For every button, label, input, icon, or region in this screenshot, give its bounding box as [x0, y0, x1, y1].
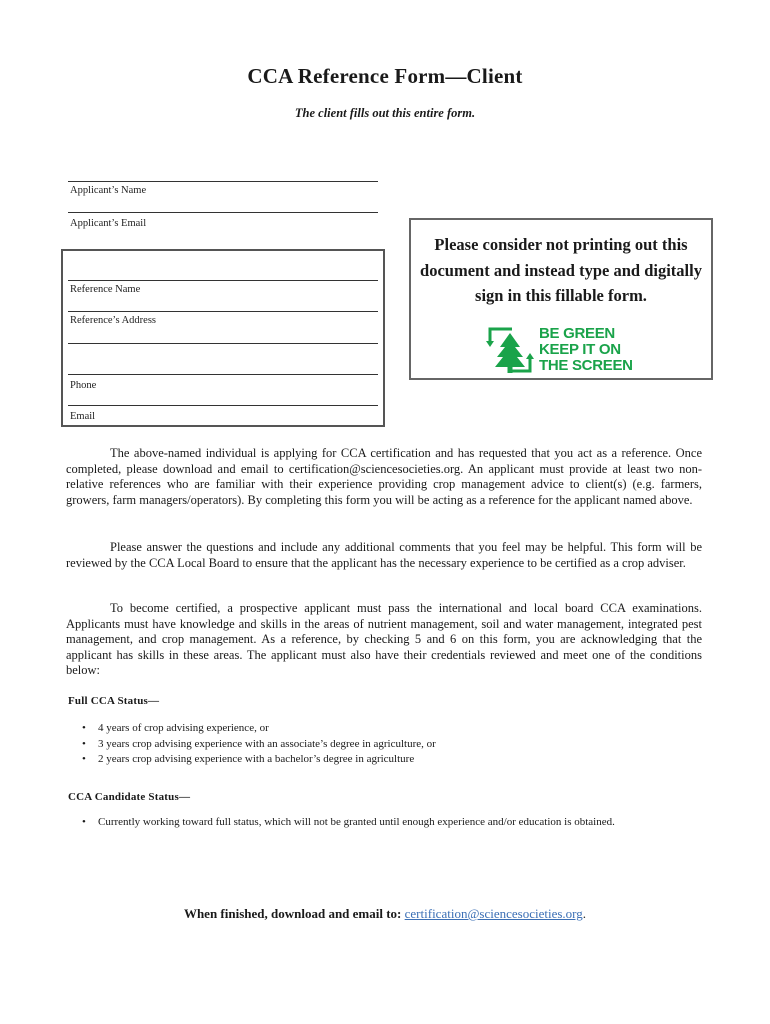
- list-item: • 2 years crop advising experience with a bachelor’s degree in agriculture: [82, 752, 436, 768]
- footer-period: .: [582, 906, 587, 921]
- page-title: CCA Reference Form—Client: [247, 64, 523, 88]
- reference-phone-field[interactable]: [68, 374, 378, 375]
- list-item: • Currently working toward full status, which will not be granted until enough experience and/or education is obtained.: [82, 815, 615, 831]
- tree-recycle-icon: [484, 323, 536, 377]
- full-status-list: [82, 721, 436, 768]
- reference-phone-label: Phone: [70, 380, 97, 391]
- be-green-message: Please consider not printing out this document and instead type and digitally sign in this fillable form.: [420, 235, 702, 305]
- list-item: • 4 years of crop advising experience, or: [82, 721, 436, 737]
- applicant-name-label: Applicant’s Name: [70, 185, 147, 196]
- reference-address-label: Reference’s Address: [70, 315, 157, 326]
- instructions-paragraph-text: Please answer the questions and include any additional comments that you feel may be helpful. This form will be reviewed by the CCA Local Board to ensure that the applicant has the necessary experience to be certified as a crop adviser.: [66, 540, 702, 570]
- instructions-paragraph: [66, 540, 702, 571]
- candidate-status-list: [82, 815, 615, 831]
- reference-address-line-2[interactable]: [68, 343, 378, 344]
- logo-line-3: THE SCREEN: [539, 357, 633, 374]
- certification-paragraph: [66, 601, 702, 679]
- candidate-status-heading: CCA Candidate Status—: [68, 791, 191, 803]
- applicant-email-label: Applicant’s Email: [70, 218, 147, 229]
- list-item: • 3 years crop advising experience with an associate’s degree in agriculture, or: [82, 737, 436, 753]
- intro-paragraph: [66, 446, 702, 508]
- intro-paragraph-text: The above-named individual is applying for CCA certification and has requested that you act as a reference. Once completed, please download and email to certification@sciencesocieties.org. An applicant must provide at least two non-relative references who are familiar with their experience providing crop management advice to client(s) (e.g. farmers, growers, farm managers/operators). By completing this form you will be acting as a reference for the applicant named above.: [66, 446, 702, 507]
- applicant-name-field[interactable]: [68, 181, 378, 182]
- applicant-email-field[interactable]: [68, 212, 378, 213]
- reference-email-label: Email: [70, 411, 96, 422]
- logo-line-2: KEEP IT ON: [539, 341, 621, 358]
- full-status-heading: Full CCA Status—: [68, 695, 160, 707]
- reference-name-field[interactable]: [68, 280, 378, 281]
- certification-paragraph-text: To become certified, a prospective applicant must pass the international and local board CCA examinations. Applicants must have knowledge and skills in the areas of nutrient management, soil and water management, integrated pest management, and crop management. As a reference, by checking 5 and 6 on this form, you are acknowledging that the applicant has skills in these areas. The applicant must also have their credentials reviewed and meet one of the conditions below:: [66, 601, 702, 678]
- be-green-logo: [484, 323, 634, 379]
- page-subtitle: The client fills out this entire form.: [294, 106, 476, 120]
- email-link[interactable]: certification@sciencesocieties.org: [404, 906, 583, 921]
- footer-label: When finished, download and email to:: [183, 906, 402, 921]
- logo-line-1: BE GREEN: [539, 325, 615, 342]
- reference-name-label: Reference Name: [70, 284, 141, 295]
- footer-instruction: [0, 906, 770, 922]
- reference-email-field[interactable]: [68, 405, 378, 406]
- reference-address-field[interactable]: [68, 311, 378, 312]
- reference-info-box: [61, 249, 385, 427]
